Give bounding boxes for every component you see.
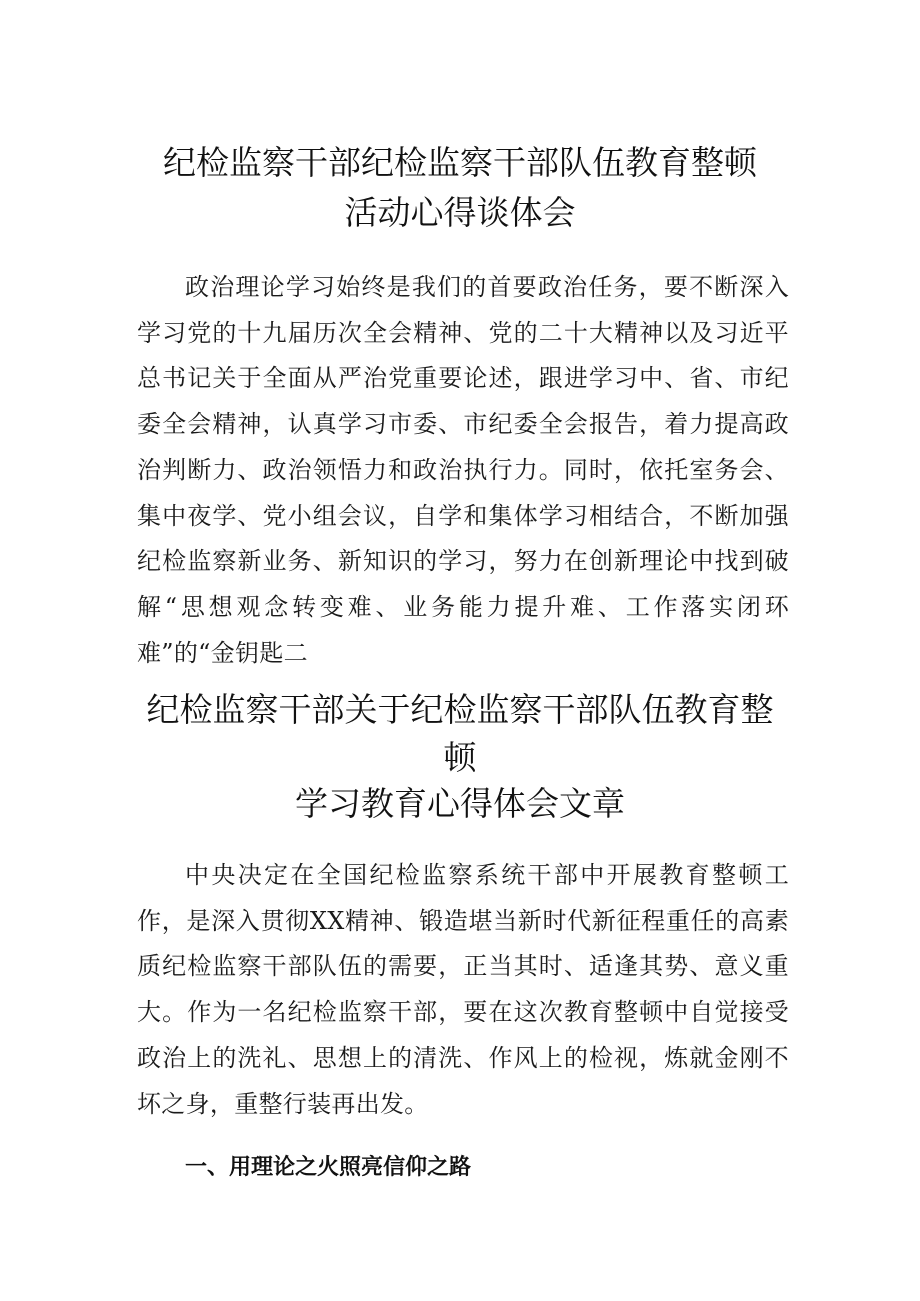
article-1-title-line-2: 活动心得谈体会	[344, 193, 576, 232]
article-2-title-line-2: 顿	[443, 738, 477, 777]
article-2-paragraph: 中央决定在全国纪检监察系统干部中开展教育整顿工作，是深入贯彻XX精神、锻造堪当新时代新征程重任的高素质纪检监察干部队伍的需要，正当其时、适逢其势、意义重大。作为一名纪检监察干部，要在这次教育整顿中自觉接受政治上的洗礼、思想上的清洗、作风上的检视，炼就金刚不坏之身，重整行装再出发。	[137, 861, 789, 1118]
section-heading: 一、用理论之火照亮信仰之路	[185, 1155, 472, 1180]
article-1-paragraph: 政治理论学习始终是我们的首要政治任务，要不断深入学习党的十九届历次全会精神、党的二十大精神以及习近平总书记关于全面从严治党重要论述，跟进学习中、省、市纪委全会精神，认真学习市委、市纪委全会报告，着力提高政治判断力、政治领悟力和政治执行力。同时，依托室务会、集中夜学、党小组会议，自学和集体学习相结合，不断加强纪检监察新业务、新知识的学习，努力在创新理论中找到破解“思想观念转变难、业务能力提升难、工作落实闭环难”的“金钥匙二	[137, 273, 789, 667]
article-2-title-line-1: 纪检监察干部关于纪检监察干部队伍教育整	[146, 690, 774, 729]
article-1-title-line-1: 纪检监察干部纪检监察干部队伍教育整顿	[163, 143, 757, 182]
article-2-title-line-3: 学习教育心得体会文章	[295, 784, 625, 823]
